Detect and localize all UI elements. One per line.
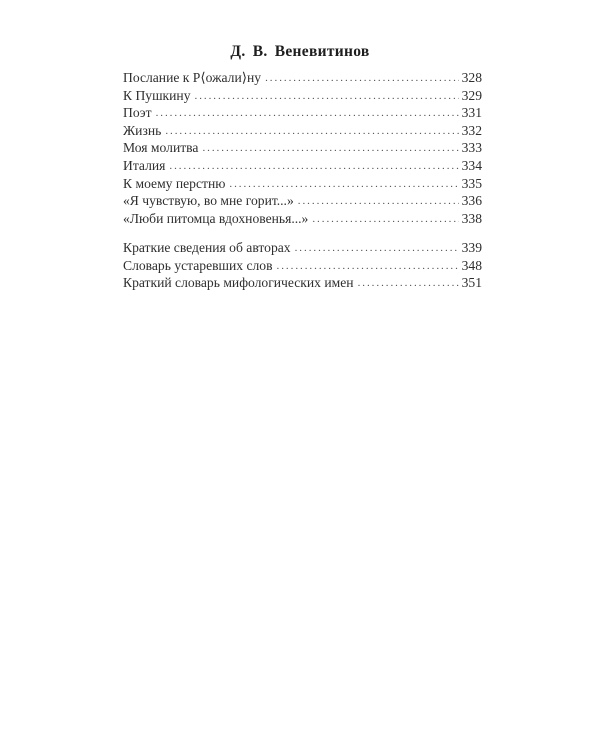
toc-entry-title: Жизнь bbox=[123, 122, 162, 138]
toc-appendices-list bbox=[123, 239, 482, 292]
toc-entry-page: 336 bbox=[461, 193, 482, 209]
dot-leader bbox=[277, 258, 459, 276]
toc-entry-title: «Я чувствую, во мне горит...» bbox=[123, 193, 294, 209]
toc-entry bbox=[123, 175, 482, 193]
toc-entry bbox=[123, 274, 482, 292]
toc-entry-page: 332 bbox=[461, 122, 482, 138]
toc-entry-title: Италия bbox=[123, 157, 166, 173]
toc-entry bbox=[123, 157, 482, 175]
dot-leader bbox=[229, 176, 458, 194]
toc-entry-page: 334 bbox=[461, 157, 482, 173]
dot-leader bbox=[165, 123, 458, 141]
dot-leader bbox=[169, 158, 458, 176]
dot-leader bbox=[265, 70, 459, 88]
dot-leader bbox=[195, 88, 459, 106]
toc-entry bbox=[123, 87, 482, 105]
toc-entry bbox=[123, 69, 482, 87]
toc-entry-title: Краткий словарь мифологических имен bbox=[123, 275, 354, 291]
toc-entry-title: «Люби питомца вдохновенья...» bbox=[123, 210, 309, 226]
dot-leader bbox=[358, 275, 459, 293]
toc-entry-title: Краткие сведения об авторах bbox=[123, 240, 291, 255]
toc-entry bbox=[123, 192, 482, 210]
toc-entry-page: 331 bbox=[461, 105, 482, 121]
toc-entry-page: 328 bbox=[461, 70, 482, 85]
toc-entry-title: К моему перстню bbox=[123, 175, 226, 191]
dot-leader bbox=[202, 140, 458, 158]
toc-entry-page: 333 bbox=[461, 140, 482, 156]
toc-entry-title: Поэт bbox=[123, 105, 152, 121]
toc-entry-title: Послание к Р⟨ожали⟩ну bbox=[123, 70, 262, 85]
toc-entry-page: 338 bbox=[461, 210, 482, 226]
toc-entry bbox=[123, 257, 482, 275]
toc-entry-page: 339 bbox=[461, 240, 482, 255]
dot-leader bbox=[312, 211, 458, 229]
toc-poems-list bbox=[123, 69, 482, 227]
toc-entry-page: 348 bbox=[461, 257, 482, 273]
toc-entry bbox=[123, 122, 482, 140]
toc-entry-page: 335 bbox=[461, 175, 482, 191]
toc-entry bbox=[123, 239, 482, 257]
toc-entry-page: 351 bbox=[461, 275, 482, 291]
toc-entry-title: Моя молитва bbox=[123, 140, 199, 156]
section-heading: Д. В. Веневитинов bbox=[230, 43, 370, 60]
toc-entry bbox=[123, 104, 482, 122]
toc-entry bbox=[123, 139, 482, 157]
toc-entry bbox=[123, 210, 482, 228]
toc-entry-title: Словарь устаревших слов bbox=[123, 257, 273, 273]
dot-leader bbox=[156, 105, 459, 123]
dot-leader bbox=[295, 240, 459, 258]
toc-entry-title: К Пушкину bbox=[123, 87, 191, 103]
dot-leader bbox=[298, 193, 459, 211]
toc-entry-page: 329 bbox=[461, 87, 482, 103]
